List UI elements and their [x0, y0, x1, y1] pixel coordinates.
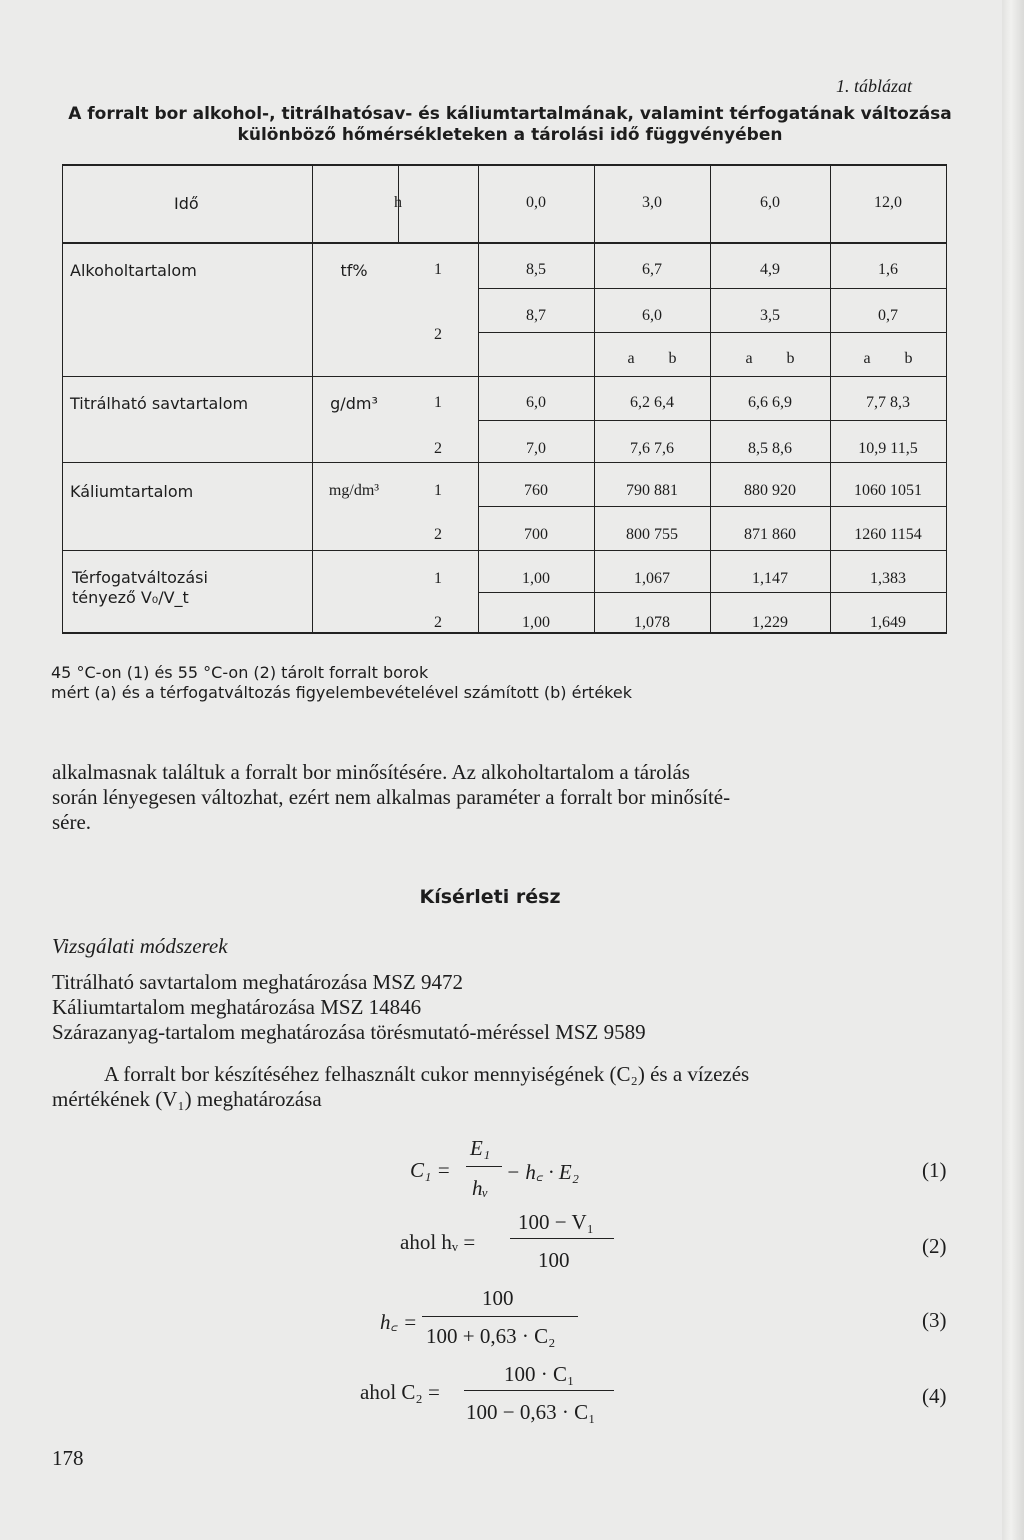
eq1-fraction-bar — [466, 1166, 502, 1167]
table-note — [51, 663, 632, 703]
paragraph-line: mértékének (V₁) meghatározása — [52, 1087, 322, 1111]
eq1-number: (1) — [922, 1158, 947, 1182]
table-cell: 1,00 — [522, 614, 550, 631]
table-note-line1: 45 °C-on (1) és 55 °C-on (2) tárolt forralt borok — [51, 663, 429, 682]
table-cell: 1,078 — [634, 614, 670, 631]
eq1-rest: − h꜀ · E₂ — [506, 1160, 580, 1184]
table-cell: 6,2 6,4 — [630, 394, 674, 411]
table-cell: 800 755 — [626, 526, 678, 543]
eq2-lhs: ahol hᵥ = — [400, 1230, 476, 1254]
table-cell: 4,9 — [760, 261, 780, 278]
table-cell: 700 — [524, 526, 548, 543]
table-cell: 880 920 — [744, 482, 796, 499]
header-time: 12,0 — [874, 194, 902, 211]
section-heading: Kísérleti rész — [419, 886, 561, 908]
eq3-denominator: 100 + 0,63 · C₂ — [426, 1324, 556, 1348]
table-title-line2: különböző hőmérsékleteken a tárolási idő függvényében — [237, 125, 783, 145]
header-time: 6,0 — [760, 194, 780, 211]
table-cell: 1,229 — [752, 614, 788, 631]
table-cell: 7,6 7,6 — [630, 440, 674, 457]
table-number: 1. táblázat — [836, 76, 913, 96]
table-cell: 8,5 — [526, 261, 546, 278]
table-cell: 6,0 — [526, 394, 546, 411]
paragraph-line: A forralt bor készítéséhez felhasznált cukor mennyiségének (C₂) és a vízezés — [104, 1062, 750, 1086]
eq4-numerator: 100 · C₁ — [504, 1362, 575, 1386]
row-label-potassium: Káliumtartalom — [70, 482, 194, 501]
row-label-volume-factor: tényező V₀/V_t — [72, 588, 189, 607]
eq4-number: (4) — [922, 1384, 947, 1408]
ab-label: a b — [863, 350, 913, 367]
page-edge — [1002, 0, 1024, 1540]
eq3-lhs: h꜀ = — [380, 1310, 418, 1334]
unit-alcohol: tf% — [340, 261, 368, 280]
header-time: 0,0 — [526, 194, 546, 211]
row-label-volume: Térfogatváltozási — [72, 568, 208, 587]
series-number: 1 — [434, 570, 442, 587]
paragraph-line: alkalmasnak találtuk a forralt bor minősítésére. Az alkoholtartalom a tárolás — [52, 760, 690, 784]
method-item: Szárazanyag-tartalom meghatározása törésmutató-méréssel MSZ 9589 — [52, 1020, 646, 1044]
header-unit: h — [394, 194, 402, 211]
table-cell: 1,147 — [752, 570, 788, 587]
eq4-lhs: ahol C₂ = — [360, 1380, 440, 1404]
paragraph-1 — [52, 760, 952, 835]
table-title — [40, 104, 980, 146]
eq2-fraction-bar — [510, 1238, 614, 1239]
table-cell: 7,7 8,3 — [866, 394, 910, 411]
table-cell: 1260 1154 — [854, 526, 922, 543]
table-title-line1: A forralt bor alkohol-, titrálhatósav- és káliumtartalmának, valamint térfogatának változása — [68, 104, 952, 124]
page-number: 178 — [52, 1446, 84, 1470]
paragraph-line: során lényegesen változhat, ezért nem alkalmas paraméter a forralt bor minősíté- — [52, 785, 731, 809]
paragraph-2 — [52, 1062, 952, 1112]
header-label: Idő — [174, 194, 199, 213]
method-item: Káliumtartalom meghatározása MSZ 14846 — [52, 995, 422, 1019]
table-cell: 1,6 — [878, 261, 898, 278]
table-cell: 790 881 — [626, 482, 678, 499]
series-number: 2 — [434, 326, 442, 343]
table-cell: 871 860 — [744, 526, 796, 543]
paragraph-line: sére. — [52, 810, 92, 834]
series-number: 1 — [434, 261, 442, 278]
eq4-fraction-bar — [464, 1390, 614, 1391]
subsection-heading: Vizsgálati módszerek — [52, 934, 228, 958]
table-cell: 8,7 — [526, 307, 546, 324]
eq4-denominator: 100 − 0,63 · C₁ — [466, 1400, 596, 1424]
row-label-alcohol: Alkoholtartalom — [70, 261, 197, 280]
data-table — [62, 164, 946, 634]
table-cell: 1,00 — [522, 570, 550, 587]
table-cell: 1,067 — [634, 570, 670, 587]
table-cell: 3,5 — [760, 307, 780, 324]
methods-list — [52, 970, 952, 1045]
eq2-numerator: 100 − V₁ — [518, 1210, 594, 1234]
series-number: 2 — [434, 526, 442, 543]
ab-label: a b — [627, 350, 677, 367]
table-cell: 8,5 8,6 — [748, 440, 792, 457]
eq1-lhs: C₁ = — [410, 1158, 451, 1182]
method-item: Titrálható savtartalom meghatározása MSZ 9472 — [52, 970, 463, 994]
table-cell: 1,649 — [870, 614, 906, 631]
table-note-line2: mért (a) és a térfogatváltozás figyelembevételével számított (b) értékek — [51, 683, 632, 702]
table-cell: 1060 1051 — [854, 482, 922, 499]
table-cell: 760 — [524, 482, 548, 499]
series-number: 2 — [434, 614, 442, 631]
table-cell: 6,0 — [642, 307, 662, 324]
series-number: 1 — [434, 482, 442, 499]
eq1-numerator: E₁ — [470, 1136, 491, 1160]
ab-label: a b — [745, 350, 795, 367]
eq3-number: (3) — [922, 1308, 947, 1332]
header-time: 3,0 — [642, 194, 662, 211]
unit-potassium: mg/dm³ — [328, 482, 380, 499]
table-cell: 10,9 11,5 — [858, 440, 918, 457]
series-number: 2 — [434, 440, 442, 457]
unit-acid: g/dm³ — [330, 394, 378, 413]
table-cell: 6,6 6,9 — [748, 394, 792, 411]
eq2-denominator: 100 — [538, 1248, 570, 1272]
table-cell: 6,7 — [642, 261, 662, 278]
table-cell: 1,383 — [870, 570, 906, 587]
eq1-denominator: hᵥ — [472, 1176, 489, 1200]
series-number: 1 — [434, 394, 442, 411]
eq2-number: (2) — [922, 1234, 947, 1258]
eq3-numerator: 100 — [482, 1286, 514, 1310]
eq3-fraction-bar — [422, 1316, 578, 1317]
table-cell: 0,7 — [878, 307, 898, 324]
row-label-acid: Titrálható savtartalom — [70, 394, 249, 413]
table-cell: 7,0 — [526, 440, 546, 457]
